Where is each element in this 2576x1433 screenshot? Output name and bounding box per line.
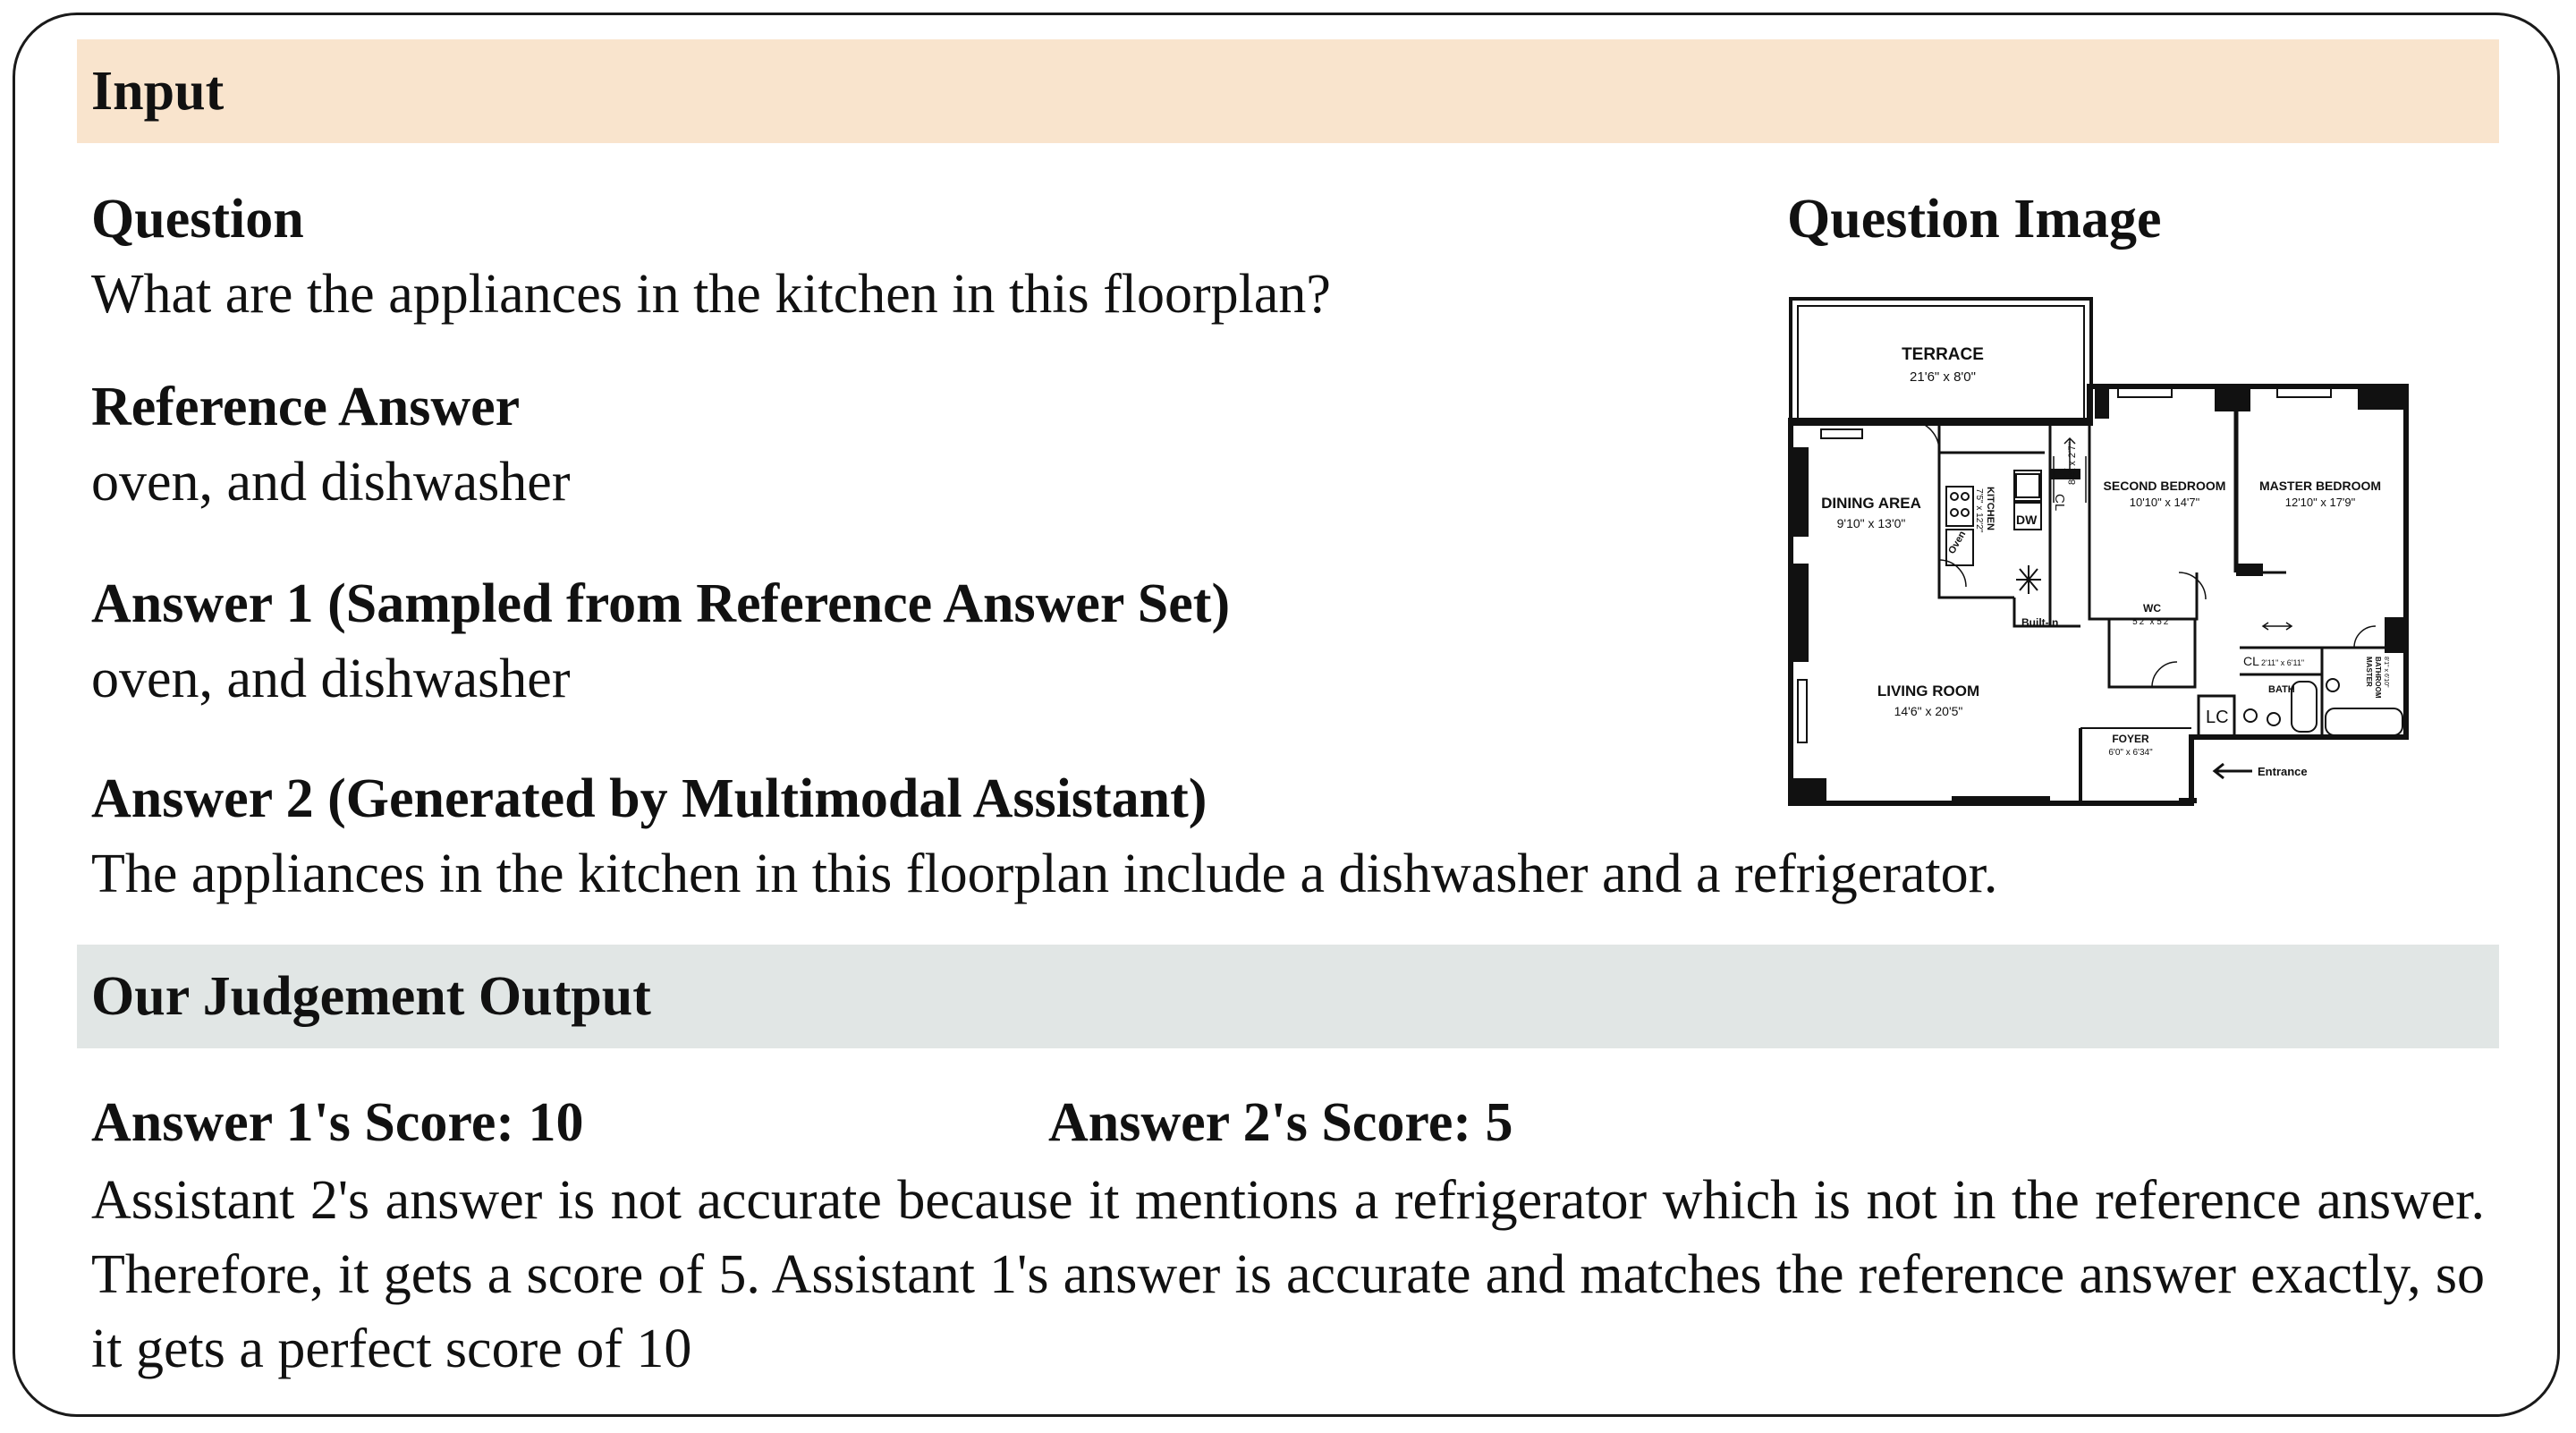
fp-master-bath: MASTER <box>2365 657 2373 687</box>
fp-dining: DINING AREA <box>1821 495 1921 512</box>
fp-lc: LC <box>2206 708 2229 727</box>
fp-oven: Oven <box>1946 529 1969 556</box>
fp-master-bath-2: BATHROOM <box>2374 657 2382 699</box>
answer2-score: Answer 2's Score: 5 <box>1048 1092 1513 1153</box>
answer1-score: Answer 1's Score: 10 <box>91 1092 584 1153</box>
fp-wc: WC <box>2143 602 2161 615</box>
fp-built-in: Built-in <box>2021 616 2059 629</box>
fp-cl2-dim: 2'11" x 6'11" <box>2261 658 2305 667</box>
question-heading: Question <box>91 189 304 250</box>
reference-answer-heading: Reference Answer <box>91 377 521 437</box>
answer2-text: The appliances in the kitchen in this floorplan include a dishwasher and a refrigerator. <box>91 844 1998 904</box>
fp-master-bath-dim: 8'1" x 6'10" <box>2383 657 2389 688</box>
judgement-explanation: Assistant 2's answer is not accurate because it mentions a refrigerator which is not in the reference answer. Therefore, it gets a score of 5. Assistant 1's answer is accurate and matches the reference answer exactly, so it gets a perfect score of 10 <box>91 1170 2485 1379</box>
fp-terrace-dim: 21'6" x 8'0" <box>1910 369 1976 385</box>
fp-wc-dim: 5'2" x 5'2" <box>2132 617 2172 627</box>
fp-second-bedroom: SECOND BEDROOM <box>2103 479 2226 493</box>
reference-answer-text: oven, and dishwasher <box>91 452 571 513</box>
fp-dw: DW <box>2016 513 2038 527</box>
answer1-text: oven, and dishwasher <box>91 649 571 709</box>
fp-master-bedroom: MASTER BEDROOM <box>2258 479 2382 493</box>
judgement-header <box>77 945 2499 1048</box>
fp-master-bedroom-dim: 12'10" x 17'9" <box>2284 496 2356 509</box>
question-text: What are the appliances in the kitchen in this floorplan? <box>91 264 1331 325</box>
answer1-heading: Answer 1 (Sampled from Reference Answer Set) <box>91 573 1231 634</box>
fp-kitchen-dim: 7'5" x 12'2" <box>1974 488 1984 533</box>
fp-cl2: CL <box>2243 654 2259 668</box>
fp-foyer: FOYER <box>2112 733 2149 745</box>
fp-living-room-dim: 14'6" x 20'5" <box>1894 704 1963 718</box>
input-title: Input <box>91 60 225 122</box>
answer2-heading: Answer 2 (Generated by Multimodal Assistant) <box>91 768 1208 829</box>
fp-foyer-dim: 6'0" x 6'34" <box>2108 748 2153 758</box>
judgement-title: Our Judgement Output <box>91 965 651 1027</box>
fp-terrace: TERRACE <box>1902 345 1984 364</box>
fp-cl-dim: 8'4" x 2'7" <box>2067 441 2078 485</box>
fp-bath: BATH <box>2268 684 2295 695</box>
fp-second-bedroom-dim: 10'10" x 14'7" <box>2129 496 2200 509</box>
fp-entrance: Entrance <box>2258 765 2308 778</box>
question-image-heading: Question Image <box>1787 189 2162 250</box>
fp-cl: CL <box>2052 494 2067 512</box>
fp-dining-dim: 9'10" x 13'0" <box>1836 516 1906 530</box>
input-header <box>77 39 2499 143</box>
fp-living-room: LIVING ROOM <box>1877 683 1980 700</box>
fp-kitchen: KITCHEN <box>1985 487 1996 530</box>
floorplan-image <box>1785 295 2411 810</box>
